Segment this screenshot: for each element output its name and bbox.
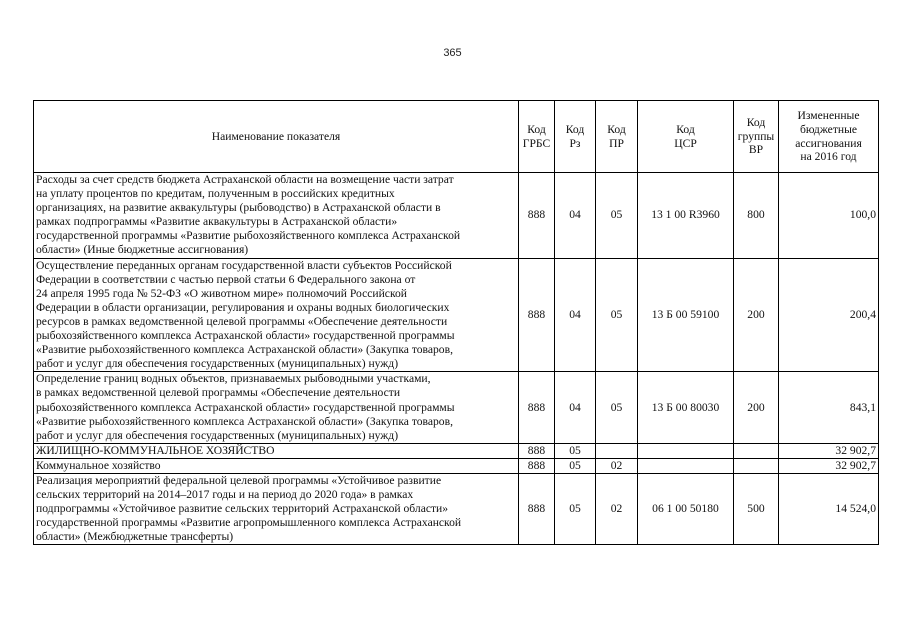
cell-sum: 32 902,7 <box>779 458 879 473</box>
cell-grbs: 888 <box>519 258 555 372</box>
cell-vr: 200 <box>734 372 779 443</box>
budget-table <box>33 100 879 545</box>
table-header-row <box>34 101 879 173</box>
table-row <box>34 372 879 443</box>
cell-rz: 05 <box>555 443 596 458</box>
cell-vr: 800 <box>734 173 779 259</box>
cell-rz: 05 <box>555 473 596 544</box>
cell-rz: 04 <box>555 173 596 259</box>
header-pr: Код ПР <box>596 101 638 173</box>
table-row <box>34 473 879 544</box>
cell-pr: 02 <box>596 473 638 544</box>
header-rz: Код Рз <box>555 101 596 173</box>
cell-rz: 04 <box>555 258 596 372</box>
cell-grbs: 888 <box>519 473 555 544</box>
table-row <box>34 258 879 372</box>
cell-vr <box>734 458 779 473</box>
cell-pr: 05 <box>596 372 638 443</box>
cell-csr: 13 Б 00 59100 <box>638 258 734 372</box>
cell-sum: 200,4 <box>779 258 879 372</box>
cell-sum: 14 524,0 <box>779 473 879 544</box>
row-name: Реализация мероприятий федеральной целевой программы «Устойчивое развитие сельских территорий на 2014–2017 годы и на период до 2020 года» в рамках подпрограммы «Устойчивое развитие сельских территорий Астраханской области» государственной программы «Развитие агропромышленного комплекса Астраханской области» (Межбюджетные трансферты) <box>34 473 519 544</box>
cell-pr <box>596 443 638 458</box>
cell-pr: 02 <box>596 458 638 473</box>
cell-rz: 04 <box>555 372 596 443</box>
cell-grbs: 888 <box>519 458 555 473</box>
cell-csr: 13 1 00 R3960 <box>638 173 734 259</box>
cell-csr: 13 Б 00 80030 <box>638 372 734 443</box>
row-name: Коммунальное хозяйство <box>34 458 519 473</box>
table-row <box>34 458 879 473</box>
table-row <box>34 443 879 458</box>
header-name: Наименование показателя <box>34 101 519 173</box>
header-csr: Код ЦСР <box>638 101 734 173</box>
cell-csr <box>638 443 734 458</box>
cell-pr: 05 <box>596 258 638 372</box>
cell-vr: 200 <box>734 258 779 372</box>
page-number: 365 <box>443 47 462 59</box>
cell-sum: 843,1 <box>779 372 879 443</box>
table-row <box>34 173 879 259</box>
cell-grbs: 888 <box>519 173 555 259</box>
cell-sum: 100,0 <box>779 173 879 259</box>
header-vr: Код группы ВР <box>734 101 779 173</box>
cell-grbs: 888 <box>519 443 555 458</box>
cell-vr <box>734 443 779 458</box>
cell-csr <box>638 458 734 473</box>
cell-grbs: 888 <box>519 372 555 443</box>
header-grbs: Код ГРБС <box>519 101 555 173</box>
row-name: Определение границ водных объектов, признаваемых рыбоводными участками, в рамках ведомственной целевой программы «Обеспечение деятельности рыбохозяйственного комплекса Астраханской области» государственной программы «Развитие рыбохозяйственного комплекса Астраханской области» (Закупка товаров, работ и услуг для обеспечения государственных (муниципальных) нужд) <box>34 372 519 443</box>
row-name: Осуществление переданных органам государственной власти субъектов Российской Федерации в соответствии с частью первой статьи 6 Федерального закона от 24 апреля 1995 года № 52-ФЗ «О животном мире» полномочий Российской Федерации в области организации, регулирования и охраны водных биологических ресурсов в рамках ведомственной целевой программы «Обеспечение деятельности рыбохозяйственного комплекса Астраханской области» государственной программы «Развитие рыбохозяйственного комплекса Астраханской области» (Закупка товаров, работ и услуг для обеспечения государственных (муниципальных) нужд) <box>34 258 519 372</box>
cell-sum: 32 902,7 <box>779 443 879 458</box>
row-name: Расходы за счет средств бюджета Астраханской области на возмещение части затрат на уплату процентов по кредитам, полученным в российских кредитных организациях, на развитие аквакультуры (рыбоводство) в Астраханской области в рамках подпрограммы «Развитие аквакультуры в Астраханской области» государственной программы «Развитие рыбохозяйственного комплекса Астраханской области» (Иные бюджетные ассигнования) <box>34 173 519 259</box>
cell-vr: 500 <box>734 473 779 544</box>
cell-rz: 05 <box>555 458 596 473</box>
row-name: ЖИЛИЩНО-КОММУНАЛЬНОЕ ХОЗЯЙСТВО <box>34 443 519 458</box>
cell-pr: 05 <box>596 173 638 259</box>
cell-csr: 06 1 00 50180 <box>638 473 734 544</box>
header-sum: Измененные бюджетные ассигнования на 2016 год <box>779 101 879 173</box>
